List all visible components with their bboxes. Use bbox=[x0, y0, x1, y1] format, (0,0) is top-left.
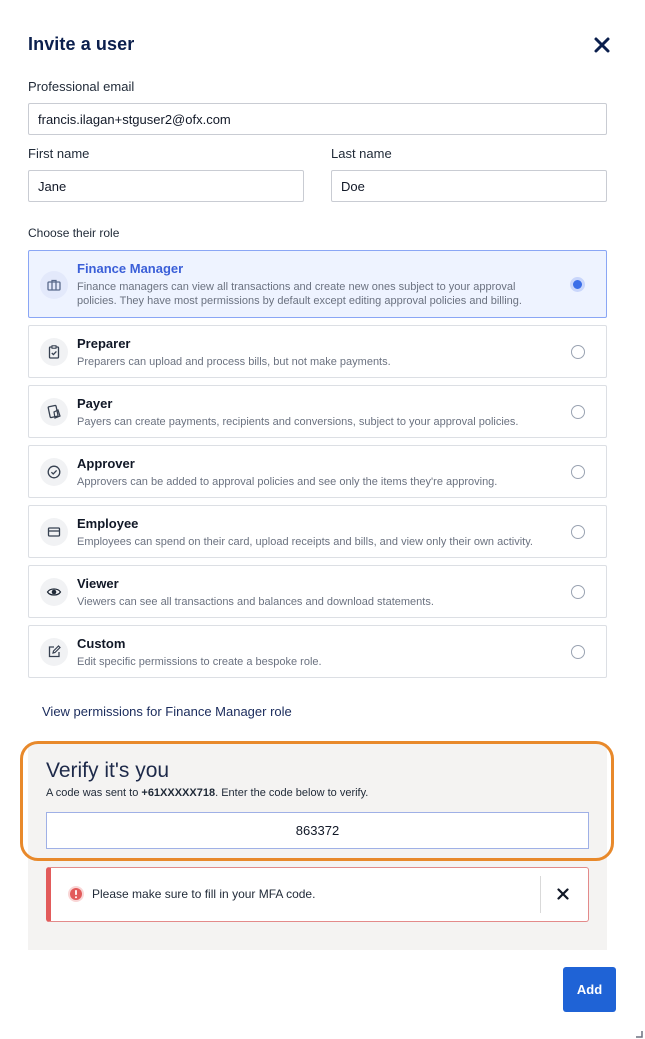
eye-icon bbox=[40, 578, 68, 606]
first-name-label: First name bbox=[28, 146, 90, 161]
role-option-preparer[interactable] bbox=[28, 325, 607, 378]
mfa-instructions bbox=[46, 787, 368, 799]
mfa-sub-prefix: A code was sent to bbox=[46, 787, 142, 799]
role-description: Employees can spend on their card, upload receipts and bills, and view only their own activity. bbox=[77, 536, 533, 548]
error-icon bbox=[67, 885, 85, 903]
role-option-employee[interactable] bbox=[28, 505, 607, 558]
view-permissions-link[interactable]: View permissions for Finance Manager role bbox=[42, 704, 292, 719]
role-radio[interactable] bbox=[571, 585, 585, 599]
role-option-approver[interactable] bbox=[28, 445, 607, 498]
role-description: Viewers can see all transactions and balances and download statements. bbox=[77, 596, 434, 608]
add-button[interactable]: Add bbox=[563, 967, 616, 1012]
payment-icon bbox=[40, 398, 68, 426]
role-title: Employee bbox=[77, 516, 139, 531]
role-option-payer[interactable] bbox=[28, 385, 607, 438]
role-title: Payer bbox=[77, 396, 113, 411]
role-description: Edit specific permissions to create a bespoke role. bbox=[77, 656, 322, 668]
alert-message: Please make sure to fill in your MFA code. bbox=[92, 887, 316, 901]
role-title: Custom bbox=[77, 636, 126, 651]
mfa-title: Verify it's you bbox=[46, 759, 170, 782]
role-option-custom[interactable] bbox=[28, 625, 607, 678]
briefcase-icon bbox=[40, 271, 68, 299]
alert-divider bbox=[540, 876, 541, 913]
role-label: Choose their role bbox=[28, 226, 120, 240]
role-description: Finance managers can view all transactions and create new ones subject to your approval policies. They have most permissions by default except editing approval policies and billing. bbox=[77, 281, 522, 307]
first-name-input[interactable] bbox=[28, 170, 304, 202]
dialog-title: Invite a user bbox=[28, 34, 135, 54]
role-option-viewer[interactable] bbox=[28, 565, 607, 618]
check-circle-icon bbox=[40, 458, 68, 486]
role-radio[interactable] bbox=[571, 405, 585, 419]
role-title: Viewer bbox=[77, 576, 119, 591]
card-icon bbox=[40, 518, 68, 546]
role-description: Approvers can be added to approval policies and see only the items they're approving. bbox=[77, 476, 498, 488]
clipboard-check-icon bbox=[40, 338, 68, 366]
mfa-sub-suffix: . Enter the code below to verify. bbox=[215, 787, 369, 799]
email-input[interactable] bbox=[28, 103, 607, 135]
role-option-finance-manager[interactable] bbox=[28, 250, 607, 318]
role-title: Finance Manager bbox=[77, 261, 184, 276]
mfa-phone: +61XXXXX718 bbox=[141, 787, 216, 799]
last-name-label: Last name bbox=[331, 146, 392, 161]
edit-icon bbox=[40, 638, 68, 666]
resize-handle-icon[interactable] bbox=[635, 1030, 643, 1038]
error-alert bbox=[46, 867, 589, 922]
role-title: Approver bbox=[77, 456, 135, 471]
role-title: Preparer bbox=[77, 336, 131, 351]
last-name-input[interactable] bbox=[331, 170, 607, 202]
role-radio-selected[interactable] bbox=[570, 277, 585, 292]
mfa-code-input[interactable] bbox=[46, 812, 589, 849]
role-radio[interactable] bbox=[571, 465, 585, 479]
role-list bbox=[28, 250, 607, 685]
role-description: Payers can create payments, recipients and conversions, subject to your approval policies. bbox=[77, 416, 519, 428]
role-radio[interactable] bbox=[571, 645, 585, 659]
role-radio[interactable] bbox=[571, 345, 585, 359]
close-icon[interactable] bbox=[590, 33, 614, 57]
role-description: Preparers can upload and process bills, but not make payments. bbox=[77, 356, 391, 368]
email-label: Professional email bbox=[28, 79, 135, 94]
alert-close-icon[interactable] bbox=[556, 887, 570, 901]
role-radio[interactable] bbox=[571, 525, 585, 539]
